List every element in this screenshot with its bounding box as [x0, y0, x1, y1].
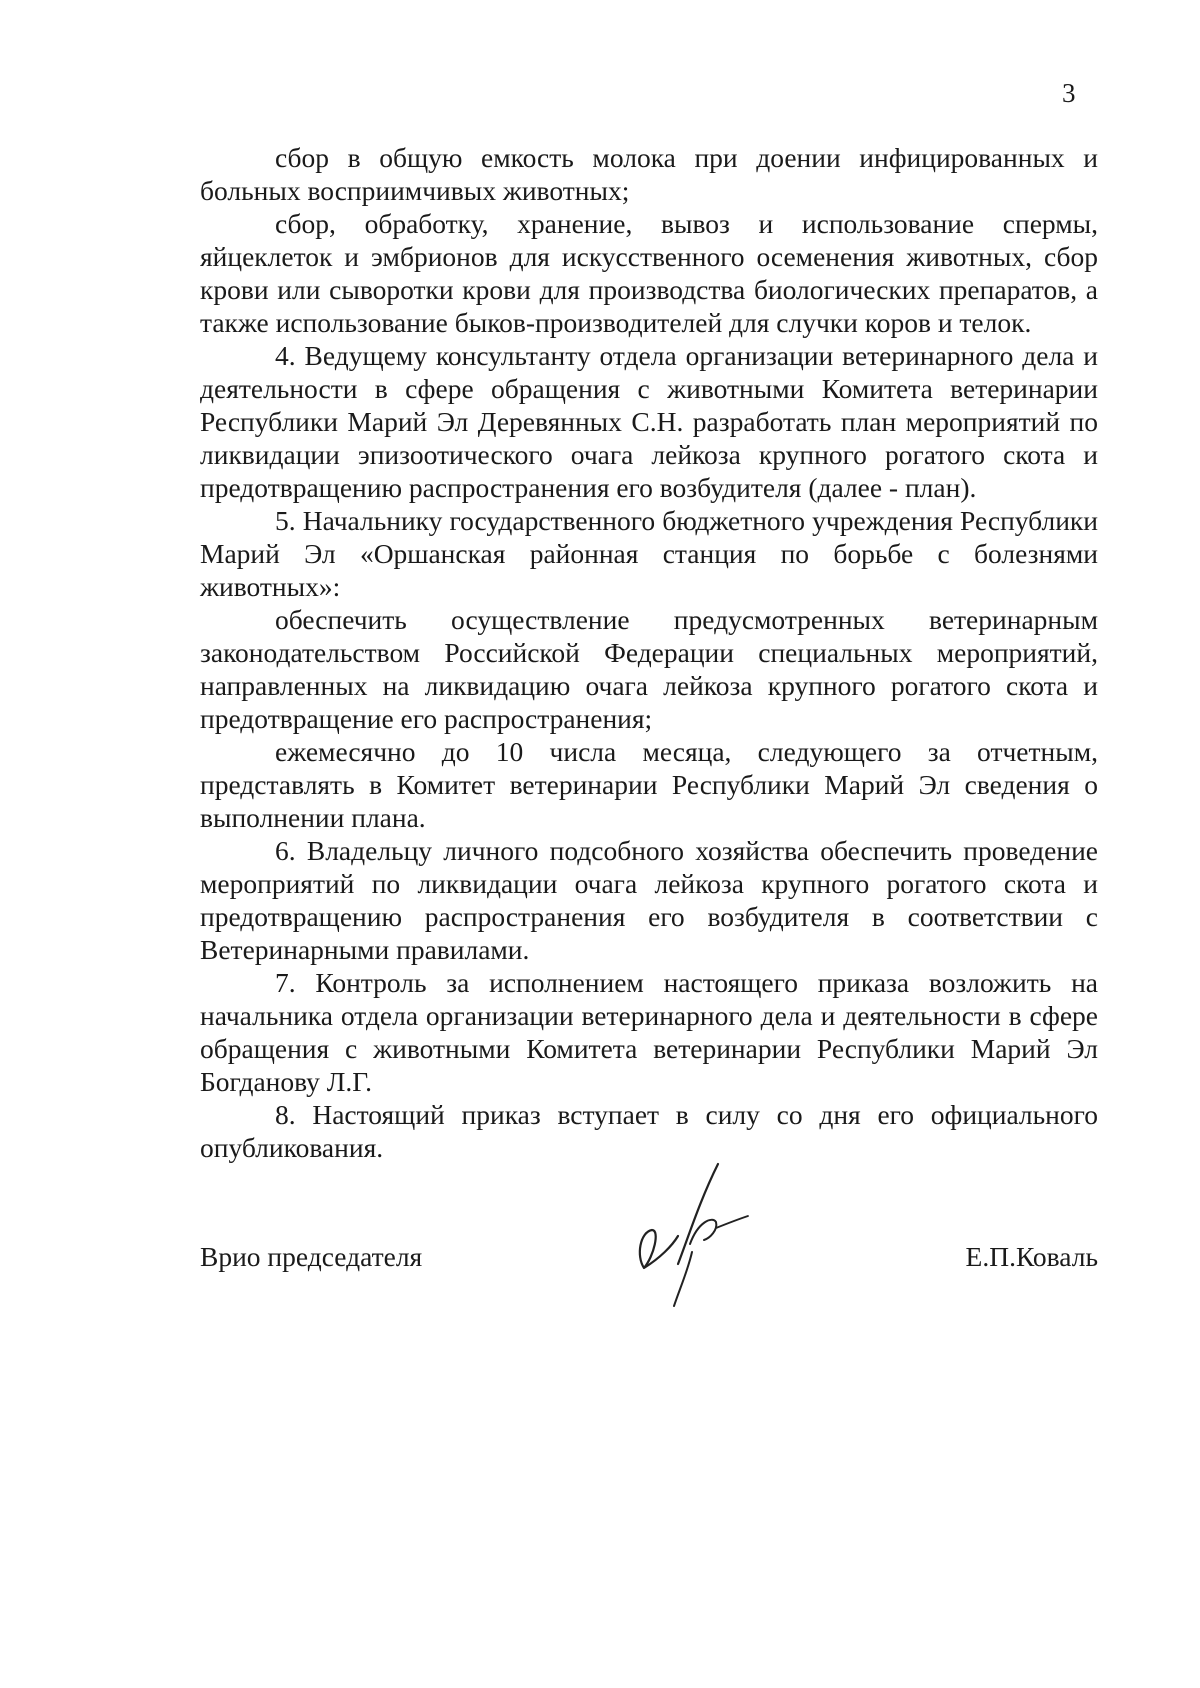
signature-block: [200, 1160, 1098, 1320]
paragraph-milk-collection: сбор в общую емкость молока при доении инфицированных и больных восприимчивых животных;: [200, 142, 1098, 206]
paragraph-item-5: 5. Начальнику государственного бюджетного учреждения Республики Марий Эл «Оршанская районная станция по борьбе с болезнями животных»:: [200, 505, 1098, 602]
paragraph-item-6: 6. Владельцу личного подсобного хозяйства обеспечить проведение мероприятий по ликвидации очага лейкоза крупного рогатого скота и предотвращению распространения его возбудителя в соответствии с Ветеринарными правилами.: [200, 835, 1098, 965]
signatory-name: Е.П.Коваль: [965, 1241, 1098, 1272]
paragraph-item-5-monthly: ежемесячно до 10 числа месяца, следующего за отчетным, представлять в Комитет ветеринарии Республики Марий Эл сведения о выполнении плана.: [200, 736, 1098, 833]
handwritten-signature-icon: [630, 1160, 760, 1310]
paragraph-semen-collection: сбор, обработку, хранение, вывоз и использование спермы, яйцеклеток и эмбрионов для искусственного осеменения животных, сбор крови или сыворотки крови для производства биологических препаратов, а также использование быков-производителей для случки коров и телок.: [200, 208, 1098, 338]
signatory-position: Врио председателя: [200, 1241, 423, 1272]
document-body: [200, 141, 1098, 1164]
paragraph-item-4: 4. Ведущему консультанту отдела организации ветеринарного дела и деятельности в сфере обращения с животными Комитета ветеринарии Республики Марий Эл Деревянных С.Н. разработать план мероприятий по ликвидации эпизоотического очага лейкоза крупного рогатого скота и предотвращению распространения его возбудителя (далее - план).: [200, 340, 1098, 503]
page-number: 3: [1062, 78, 1076, 108]
paragraph-item-8: 8. Настоящий приказ вступает в силу со дня его официального опубликования.: [200, 1099, 1098, 1163]
paragraph-item-5-ensure: обеспечить осуществление предусмотренных ветеринарным законодательством Российской Федерации специальных мероприятий, направленных на ликвидацию очага лейкоза крупного рогатого скота и предотвращение его распространения;: [200, 604, 1098, 734]
paragraph-item-7: 7. Контроль за исполнением настоящего приказа возложить на начальника отдела организации ветеринарного дела и деятельности в сфере обращения с животными Комитета ветеринарии Республики Марий Эл Богданову Л.Г.: [200, 967, 1098, 1097]
